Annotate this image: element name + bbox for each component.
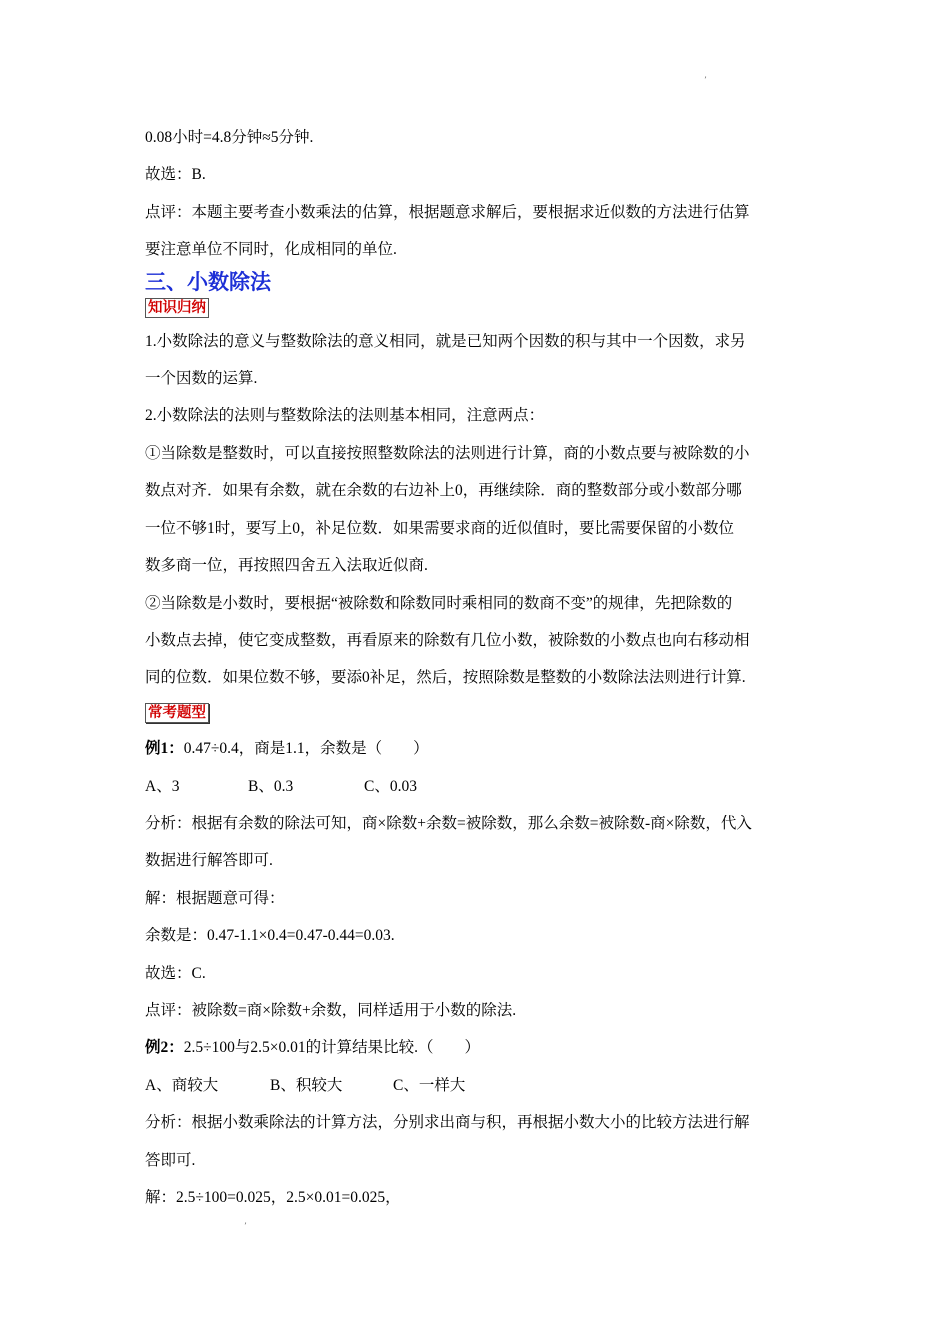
text-line: 故选：C.	[145, 965, 206, 982]
example-1-question	[145, 739, 429, 759]
footer-mark: ʼ	[244, 1222, 247, 1232]
text-line: 分析：根据有余数的除法可知，商×除数+余数=被除数，那么余数=被除数-商×除数，代入	[145, 815, 752, 832]
text-line: 小数点去掉，使它变成整数，再看原来的除数有几位小数，被除数的小数点也向右移动相	[145, 632, 750, 649]
option-a: A、3	[145, 778, 180, 795]
text-line: 解：2.5÷100=0.025，2.5×0.01=0.025，	[145, 1189, 401, 1206]
example-2-question	[145, 1038, 480, 1058]
text-line: 分析：根据小数乘除法的计算方法，分别求出商与积，再根据小数大小的比较方法进行解	[145, 1114, 750, 1131]
option-b: B、0.3	[248, 778, 294, 795]
example-2-label: 例2：	[145, 1039, 184, 1056]
text-line: 余数是：0.47-1.1×0.4=0.47-0.44=0.03.	[145, 927, 395, 944]
text-line: 1.小数除法的意义与整数除法的意义相同，就是已知两个因数的积与其中一个因数，求另	[145, 333, 746, 350]
example-2-text: 2.5÷100与2.5×0.01的计算结果比较.（ ）	[183, 1039, 481, 1056]
example-1-text: 0.47÷0.4，商是1.1，余数是（ ）	[183, 740, 429, 757]
option-c: C、0.03	[364, 778, 417, 795]
text-line: 0.08小时=4.8分钟≈5分钟.	[145, 129, 314, 146]
text-line: 一位不够1时，要写上0，补足位数．如果需要求商的近似值时，要比需要保留的小数位	[145, 520, 735, 537]
text-line: ①当除数是整数时，可以直接按照整数除法的法则进行计算，商的小数点要与被除数的小	[145, 445, 750, 462]
text-line: 数点对齐．如果有余数，就在余数的右边补上0，再继续除．商的整数部分或小数部分哪	[145, 482, 742, 499]
section-heading: 三、小数除法	[145, 270, 271, 294]
text-line: 答即可.	[145, 1152, 196, 1169]
text-line: 故选：B.	[145, 166, 206, 183]
option-a: A、商较大	[145, 1077, 219, 1094]
header-mark: ʼ	[704, 76, 707, 86]
text-line: 数多商一位，再按照四舍五入法取近似商.	[145, 557, 428, 574]
text-line: 要注意单位不同时，化成相同的单位.	[145, 241, 397, 258]
example-1-label: 例1：	[145, 740, 184, 757]
text-line: 数据进行解答即可.	[145, 852, 273, 869]
common-question-tag: 常考题型	[145, 703, 209, 723]
option-b: B、积较大	[270, 1077, 343, 1094]
text-line: ②当除数是小数时，要根据“被除数和除数同时乘相同的数商不变”的规律，先把除数的	[145, 595, 733, 612]
text-line: 同的位数．如果位数不够，要添0补足，然后，按照除数是整数的小数除法法则进行计算.	[145, 669, 746, 686]
option-c: C、一样大	[393, 1077, 466, 1094]
text-line: 解：根据题意可得：	[145, 890, 285, 907]
text-line: 点评：本题主要考查小数乘法的估算，根据题意求解后，要根据求近似数的方法进行估算	[145, 204, 750, 221]
text-line: 一个因数的运算.	[145, 370, 258, 387]
text-line: 2.小数除法的法则与整数除法的法则基本相同，注意两点：	[145, 407, 545, 424]
knowledge-summary-tag: 知识归纳	[145, 298, 209, 318]
text-line: 点评：被除数=商×除数+余数，同样适用于小数的除法.	[145, 1002, 517, 1019]
